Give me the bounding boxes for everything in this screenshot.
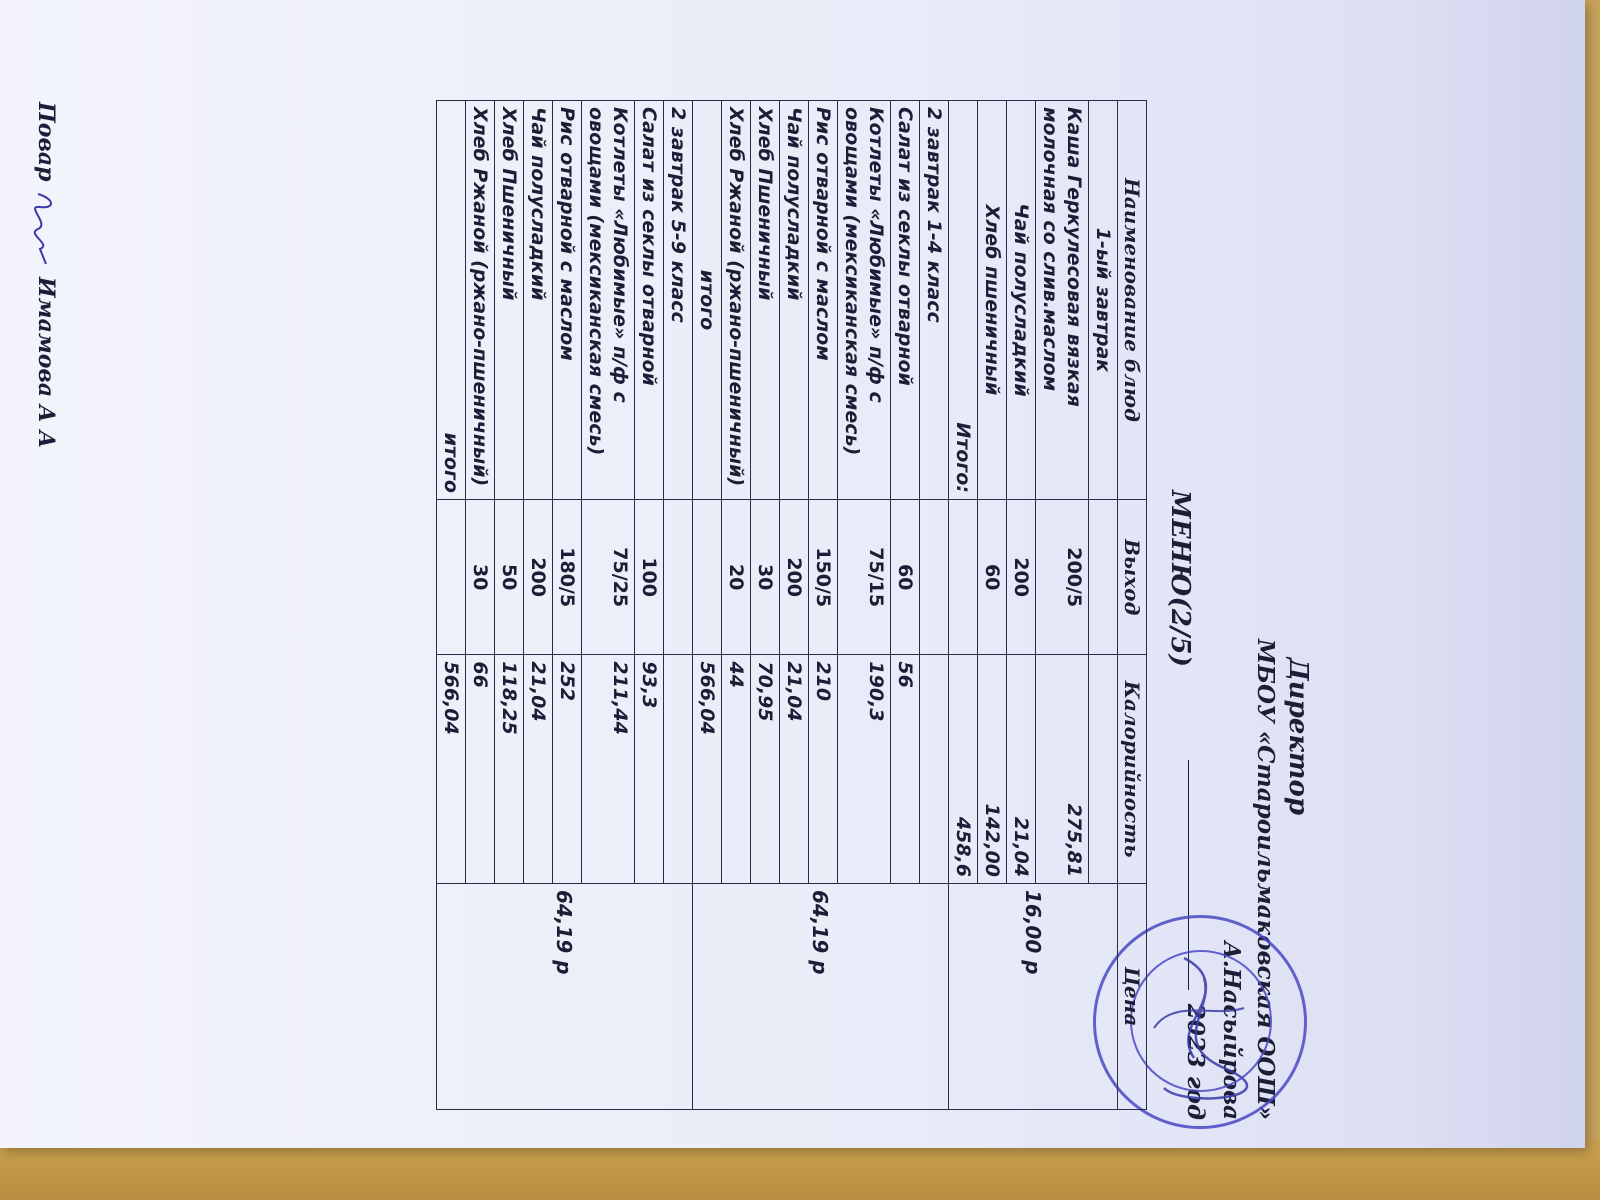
dish-name: Салат из секлы отварной (891, 101, 920, 500)
section-title: 1-ый завтрак (1089, 101, 1118, 500)
dish-name: Рис отварной с маслом (553, 101, 582, 500)
section-title: 2 завтрак 1-4 класс (920, 101, 949, 500)
dish-output: 30 (466, 499, 495, 654)
school-name: МБОУ «Староильмаковская ООШ» (1252, 638, 1279, 1120)
table-header-row (1118, 101, 1147, 1110)
section-title-row (1089, 101, 1118, 1110)
dish-output: 30 (751, 499, 780, 654)
total-calories: 566,04 (437, 655, 466, 884)
dish-calories: 66 (466, 655, 495, 884)
cook-name: Имамова А А (33, 276, 59, 449)
empty-cell (949, 499, 978, 654)
dish-name: Хлеб пшеничный (978, 101, 1007, 500)
empty-cell (1089, 655, 1118, 884)
section-price: 16,00 р (949, 883, 1118, 1109)
menu-document (5, 10, 1385, 1160)
total-calories: 458,6 (949, 655, 978, 884)
column-header-output: Выход (1118, 499, 1147, 654)
dish-output: 200 (524, 499, 553, 654)
dish-name: Чай полусладкий (524, 101, 553, 500)
menu-title: МЕНЮ(2/5) (1165, 490, 1195, 667)
empty-cell (920, 499, 949, 654)
section-title-row (664, 101, 693, 1110)
dish-calories: 56 (891, 655, 920, 884)
empty-cell (1089, 499, 1118, 654)
dish-calories: 70,95 (751, 655, 780, 884)
dish-calories: 252 (553, 655, 582, 884)
section-title-row (920, 101, 949, 1110)
dish-output: 60 (891, 499, 920, 654)
director-name-text: А.Насыйрова (1218, 941, 1245, 1120)
dish-calories: 211,44 (582, 655, 635, 884)
empty-cell (664, 655, 693, 884)
empty-cell (664, 499, 693, 654)
menu-table (436, 100, 1147, 1110)
dish-output: 180/5 (553, 499, 582, 654)
director-title: Директор (1283, 657, 1313, 815)
date-year: 2023 год (1182, 1003, 1209, 1120)
dish-calories: 44 (722, 655, 751, 884)
dish-output: 200/5 (1036, 499, 1089, 654)
total-label: итого (693, 101, 722, 500)
dish-output: 200 (1007, 499, 1036, 654)
dish-calories: 142,00 (978, 655, 1007, 884)
dish-name: Салат из секлы отварной (635, 101, 664, 500)
dish-output: 75/15 (838, 499, 891, 654)
cook-signature-icon (30, 189, 60, 269)
cook-label: Повар (33, 102, 59, 182)
dish-name: Рис отварной с маслом (809, 101, 838, 500)
dish-name: Хлеб Пшеничный (495, 101, 524, 500)
cook-signature-line (30, 102, 60, 448)
column-header-name: Наименование блюд (1118, 101, 1147, 500)
dish-calories: 210 (809, 655, 838, 884)
dish-calories: 21,04 (1007, 655, 1036, 884)
total-label: итого (437, 101, 466, 500)
dish-output: 200 (780, 499, 809, 654)
dish-name: Чай полусладкий (1007, 101, 1036, 500)
dish-calories: 275,81 (1036, 655, 1089, 884)
dish-name: Хлеб Ржаной (ржано-пшеничный) (466, 101, 495, 500)
dish-name: Каша Геркулесовая вязкая молочная со слив.маслом (1036, 101, 1089, 500)
dish-output: 150/5 (809, 499, 838, 654)
dish-output: 20 (722, 499, 751, 654)
column-header-calories: Калорийность (1118, 655, 1147, 884)
dish-output: 75/25 (582, 499, 635, 654)
section-price: 64,19 р (693, 883, 949, 1109)
dish-calories: 190,3 (838, 655, 891, 884)
section-title: 2 завтрак 5-9 класс (664, 101, 693, 500)
dish-calories: 21,04 (524, 655, 553, 884)
column-header-price: Цена (1118, 883, 1147, 1109)
total-label: Итого: (949, 101, 978, 500)
section-price: 64,19 р (437, 883, 693, 1109)
dish-calories: 21,04 (780, 655, 809, 884)
dish-output: 60 (978, 499, 1007, 654)
dish-output: 100 (635, 499, 664, 654)
total-calories: 566,04 (693, 655, 722, 884)
dish-output: 50 (495, 499, 524, 654)
paper-shade (1400, 0, 1585, 1148)
dish-name: Хлеб Ржаной (ржано-пшеничный) (722, 101, 751, 500)
dish-name: Чай полусладкий (780, 101, 809, 500)
dish-calories: 93,3 (635, 655, 664, 884)
empty-cell (437, 499, 466, 654)
empty-cell (920, 655, 949, 884)
dish-name: Котлеты «Любимые» п/ф с овощами (мексиканская смесь) (582, 101, 635, 500)
dish-calories: 118,25 (495, 655, 524, 884)
empty-cell (693, 499, 722, 654)
dish-name: Котлеты «Любимые» п/ф с овощами (мексиканская смесь) (838, 101, 891, 500)
dish-name: Хлеб Пшеничный (751, 101, 780, 500)
